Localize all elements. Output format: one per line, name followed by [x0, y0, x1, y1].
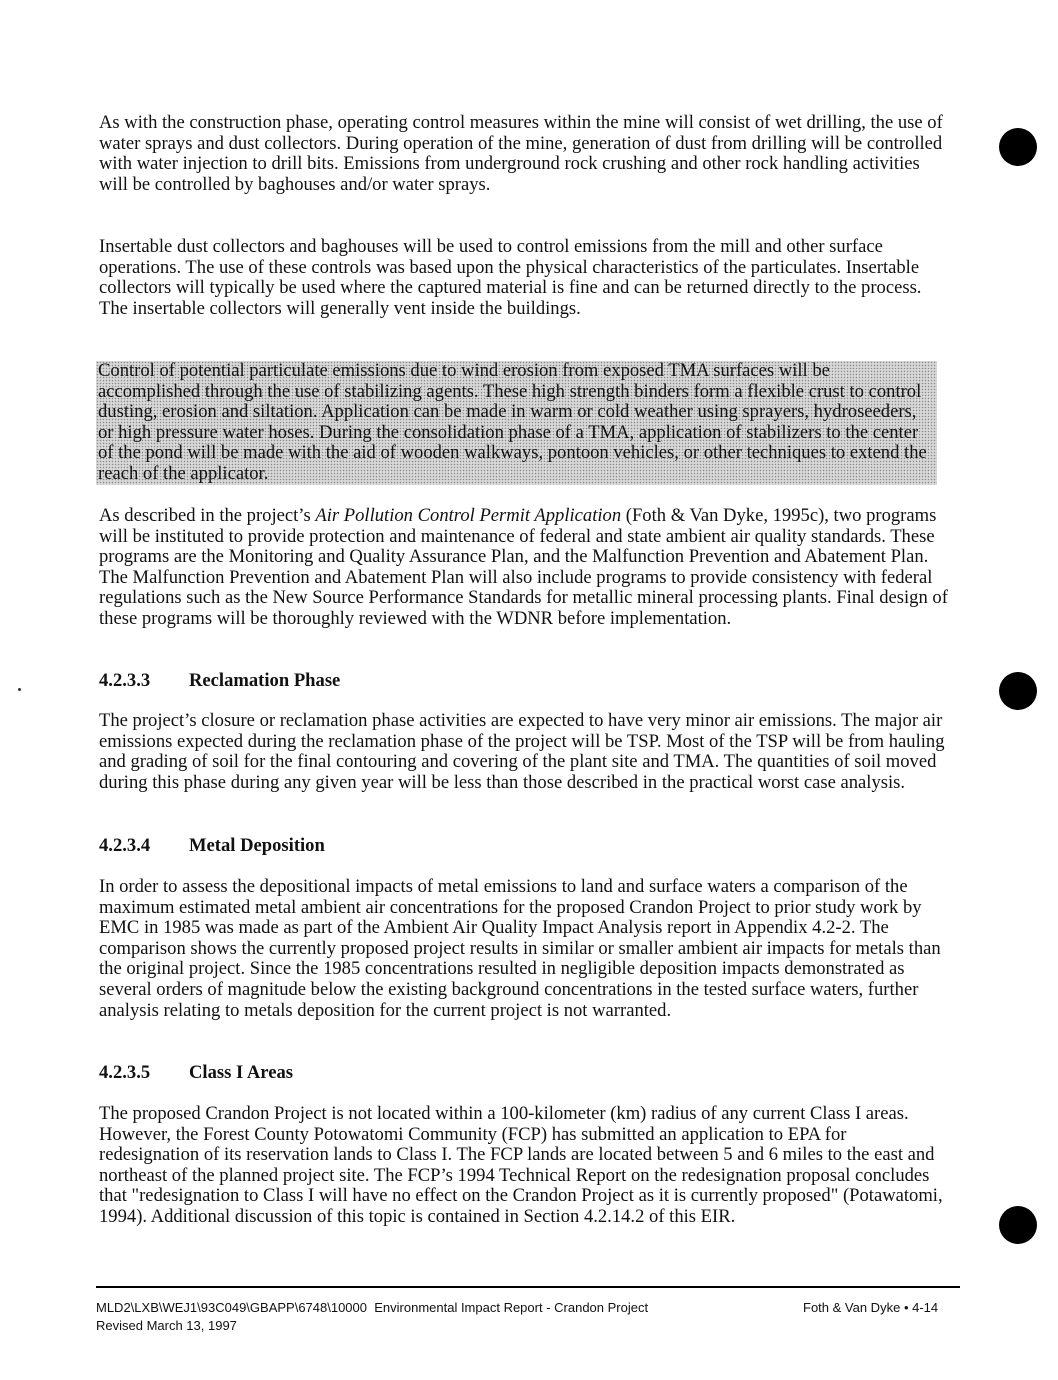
footer-company: Foth & Van Dyke: [803, 1300, 901, 1315]
section-title: Class I Areas: [189, 1062, 293, 1083]
revision-mark-dot: [999, 128, 1037, 166]
revision-mark-dot: [999, 672, 1037, 710]
footer-file-path: MLD2\LXB\WEJ1\93C049\GBAPP\6748\10000: [96, 1300, 367, 1315]
section-heading-reclamation-phase: [99, 670, 340, 692]
paragraph-reclamation-emissions: The project’s closure or reclamation phase activities are expected to have very minor air emissions. The major air emissions expected during the reclamation phase of the project will be TSP. Most of the TSP will be from hauling and grading of soil for the final contouring and covering of the plant site and TMA. The quantities of soil moved during this phase during any given year will be less than those described in the practical worst case analysis.: [99, 710, 945, 793]
paragraph-insertable-dust-collectors: Insertable dust collectors and baghouses will be used to control emissions from the mill and other surface operations. The use of these controls was based upon the physical characteristics of the particulates. Insertable collectors will typically be used where the captured material is fine and can be returned directly to the process. The insertable collectors will generally vent inside the buildings.: [99, 236, 922, 319]
paragraph-text-start: As described in the project’s: [99, 505, 316, 526]
page-number: 4-14: [912, 1300, 939, 1315]
section-number: 4.2.3.4: [99, 835, 151, 856]
paragraph-metal-deposition: In order to assess the depositional impacts of metal emissions to land and surface waters a comparison of the maximum estimated metal ambient air concentrations for the proposed Crandon Project to prior study work by EMC in 1985 was made as part of the Ambient Air Quality Impact Analysis report in Appendix 4.2-2. The comparison shows the currently proposed project results in similar or smaller ambient air impacts for metals than the original project. Since the 1985 concentrations resulted in negligible deposition impacts demonstrated as several orders of magnitude below the existing background concentrations in the tested surface waters, further analysis relating to metals deposition for the current project is not warranted.: [99, 876, 941, 1021]
footer-bullet: •: [903, 1300, 909, 1315]
section-title: Metal Deposition: [189, 835, 325, 856]
permit-application-title: Air Pollution Control Permit Application: [315, 505, 622, 526]
footer-left: [96, 1299, 648, 1335]
footer-right: [803, 1299, 938, 1317]
section-heading-class-i-areas: [99, 1062, 293, 1084]
paragraph-class-i-areas: The proposed Crandon Project is not located within a 100-kilometer (km) radius of any current Class I areas. However, the Forest County Potowatomi Community (FCP) has submitted an application to EPA for redesignation of its reservation lands to Class I. The FCP lands are located between 5 and 6 miles to the east and northeast of the planned project site. The FCP’s 1994 Technical Report on the redesignation proposal concludes that "redesignation to Class I will have no effect on the Crandon Project as it is currently proposed" (Potawatomi, 1994). Additional discussion of this topic is contained in Section 4.2.14.2 of this EIR.: [99, 1103, 943, 1227]
section-heading-metal-deposition: [99, 835, 325, 857]
footer-line-1: [96, 1299, 648, 1317]
section-number: 4.2.3.3: [99, 670, 151, 691]
scan-speck: [18, 688, 21, 691]
section-title: Reclamation Phase: [189, 670, 341, 691]
revision-mark-dot: [999, 1206, 1037, 1244]
paragraph-air-permit-programs: [99, 506, 949, 630]
paragraph-mine-control-measures: As with the construction phase, operating control measures within the mine will consist of wet drilling, the use of water sprays and dust collectors. During operation of the mine, generation of dust from drilling will be controlled with water injection to drill bits. Emissions from underground rock crushing and other rock handling activities will be controlled by baghouses and/or water sprays.: [99, 112, 943, 195]
footer-rule: [96, 1286, 960, 1288]
section-number: 4.2.3.5: [99, 1062, 151, 1083]
paragraph-text-end: (Foth & Van Dyke, 1995c), two programs will be instituted to provide protection and maintenance of federal and state ambient air quality standards. These programs are the Monitoring and Quality Assurance Plan, and the Malfunction Prevention and Abatement Plan. The Malfunction Prevention and Abatement Plan will also include programs to provide consistency with federal regulations such as the New Source Performance Standards for metallic mineral processing plants. Final design of these programs will be thoroughly reviewed with the WDNR before implementation.: [99, 505, 948, 629]
footer-revised-date: Revised March 13, 1997: [96, 1318, 237, 1333]
paragraph-tma-stabilizing-agents-shaded: Control of potential particulate emissions due to wind erosion from exposed TMA surfaces will be accomplished through the use of stabilizing agents. These high strength binders form a flexible crust to control dusting, erosion and siltation. Application can be made in warm or cold weather using sprayers, hydroseeders, or high pressure water hoses. During the consolidation phase of a TMA, application of stabilizers to the center of the pond will be made with the aid of wooden walkways, pontoon vehicles, or other techniques to extend the reach of the applicator.: [96, 361, 937, 485]
footer-document-title: Environmental Impact Report - Crandon Project: [374, 1300, 649, 1315]
